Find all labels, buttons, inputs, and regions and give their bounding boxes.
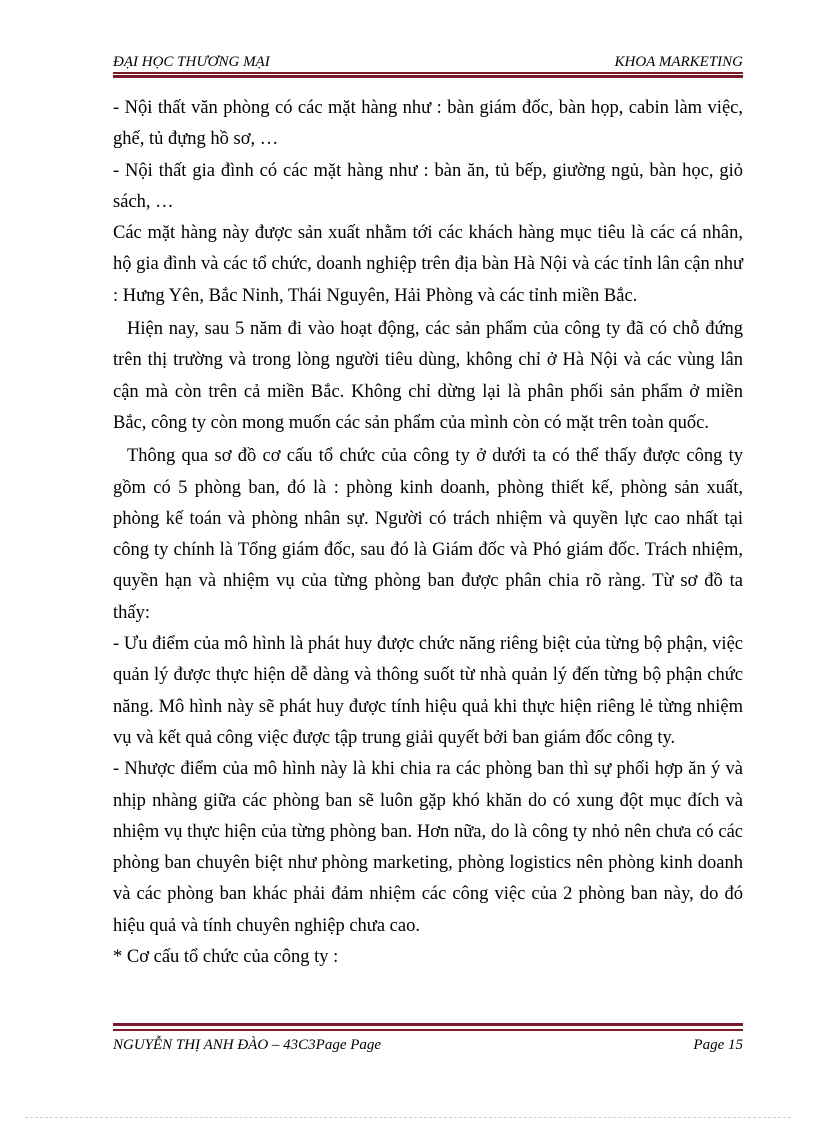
page-footer: [113, 1035, 743, 1057]
paragraph-advantages: - Ưu điểm của mô hình là phát huy được chức năng riêng biệt của từng bộ phận, việc quản lý được thực hiện dễ dàng và thông suốt từ nhà quản lý đến từng bộ phận chức năng. Mô hình này sẽ phát huy được tính hiệu quả khi thực hiện riêng lẻ từng nhiệm vụ và kết quả công việc được tập trung giải quyết bởi ban giám đốc công ty.: [113, 634, 743, 748]
header-faculty: KHOA MARKETING: [614, 54, 743, 70]
footer-author: NGUYỄN THỊ ANH ĐÀO – 43C3Page Page: [113, 1037, 382, 1053]
paragraph-current-status: Hiện nay, sau 5 năm đi vào hoạt động, các sản phẩm của công ty đã có chỗ đứng trên thị trường và trong lòng người tiêu dùng, không chỉ ở Hà Nội và các vùng lân cận mà còn trên cả miền Bắc. Không chỉ dừng lại là phân phối sản phẩm ở miền Bắc, công ty còn mong muốn các sản phẩm của mình còn có mặt trên toàn quốc.: [113, 319, 743, 433]
header-divider: [113, 72, 743, 78]
paragraph-disadvantages: - Nhược điểm của mô hình này là khi chia ra các phòng ban thì sự phối hợp ăn ý và nhịp nhàng giữa các phòng ban sẽ luôn gặp khó khăn do có xung đột mục đích và nhiệm vụ thực hiện của từng phòng ban. Hơn nữa, do là công ty nhỏ nên chưa có các phòng ban chuyên biệt như phòng marketing, phòng logistics nên phòng kinh doanh và các phòng ban khác phải đảm nhiệm các công việc của 2 phòng ban này, do đó hiệu quả và tính chuyên nghiệp chưa cao.: [113, 759, 743, 936]
page-body: [113, 93, 743, 973]
footer-divider: [113, 1023, 743, 1031]
header-university: ĐẠI HỌC THƯƠNG MẠI: [113, 54, 270, 70]
page-bottom-edge: [25, 1117, 791, 1118]
paragraph-target-customers: Các mặt hàng này được sản xuất nhằm tới các khách hàng mục tiêu là các cá nhân, hộ gia đình và các tổ chức, doanh nghiệp trên địa bàn Hà Nội và các tỉnh lân cận như : Hưng Yên, Bắc Ninh, Thái Nguyên, Hải Phòng và các tỉnh miền Bắc.: [113, 223, 743, 306]
paragraph-org-chart-heading: * Cơ cấu tổ chức của công ty :: [113, 947, 339, 968]
paragraph-office-furniture: - Nội thất văn phòng có các mặt hàng như : bàn giám đốc, bàn họp, cabin làm việc, ghế, tủ đựng hồ sơ, …: [113, 98, 743, 150]
footer-page-number: Page 15: [693, 1037, 743, 1053]
page-header: [113, 52, 743, 74]
paragraph-org-structure: Thông qua sơ đồ cơ cấu tổ chức của công ty ở dưới ta có thể thấy được công ty gồm có 5 phòng ban, đó là : phòng kinh doanh, phòng thiết kế, phòng sản xuất, phòng kế toán và phòng nhân sự. Người có trách nhiệm và quyền lực cao nhất tại công ty chính là Tổng giám đốc, sau đó là Giám đốc và Phó giám đốc. Trách nhiệm, quyền hạn và nhiệm vụ của từng phòng ban được phân chia rõ ràng. Từ sơ đồ ta thấy:: [113, 446, 743, 623]
paragraph-home-furniture: - Nội thất gia đình có các mặt hàng như : bàn ăn, tủ bếp, giường ngủ, bàn học, giỏ sách, …: [113, 160, 743, 212]
